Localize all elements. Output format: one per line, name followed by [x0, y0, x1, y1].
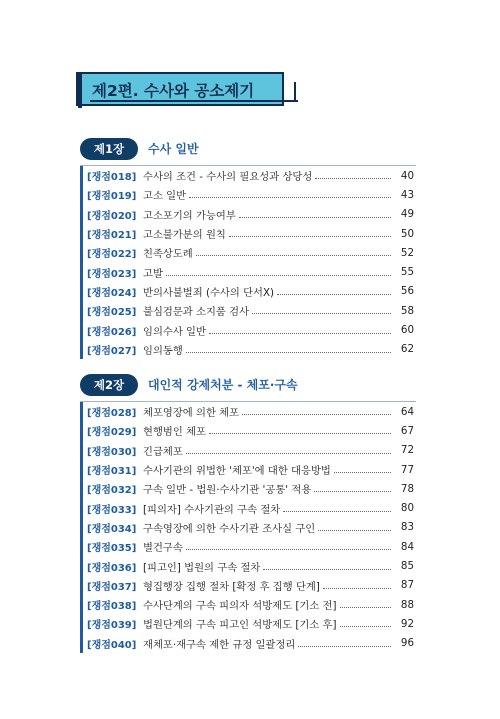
- toc-entry-title: 긴급체포: [143, 445, 183, 458]
- part-underline: [90, 100, 298, 102]
- toc-entry[interactable]: [80, 320, 414, 339]
- toc-entry-title: 법원단계의 구속 피고인 석방제도 [기소 후]: [143, 619, 337, 632]
- toc-page-number: 56: [400, 285, 414, 298]
- toc-page-number: 55: [400, 266, 414, 279]
- toc-entry-title: 고소포기의 가능여부: [143, 209, 236, 222]
- toc-leader-dots: [252, 313, 391, 314]
- chapter-badge: 제2장: [80, 374, 138, 396]
- toc-marker-bar: [80, 576, 83, 595]
- toc-page-number: 67: [400, 424, 414, 437]
- toc-marker-bar: [80, 243, 83, 262]
- part-side-line: [294, 82, 296, 102]
- toc-leader-dots: [334, 472, 391, 473]
- toc-entry-title: 별건구속: [143, 542, 183, 555]
- toc-entry-title: 체포영장에 의한 체포: [143, 407, 240, 420]
- toc-marker-bar: [80, 205, 83, 224]
- toc-marker-bar: [80, 301, 83, 320]
- toc-issue-code: [쟁점018]: [87, 172, 137, 184]
- toc-entry[interactable]: [80, 224, 414, 243]
- toc-marker-bar: [80, 421, 83, 440]
- toc-leader-dots: [186, 453, 391, 454]
- toc-entry-title: 임의동행: [143, 344, 183, 357]
- toc-issue-code: [쟁점034]: [87, 523, 137, 535]
- toc-leader-dots: [196, 255, 391, 256]
- toc-marker-bar: [80, 556, 83, 575]
- toc-entry[interactable]: [80, 614, 414, 633]
- toc-marker-bar: [80, 479, 83, 498]
- toc-page-number: 92: [400, 617, 414, 630]
- toc-issue-code: [쟁점035]: [87, 543, 137, 555]
- toc-page-number: 88: [400, 598, 414, 611]
- toc-leader-dots: [277, 294, 391, 295]
- toc-page-number: 62: [400, 343, 414, 356]
- toc-entry-title: 반의사불벌죄 (수사의 단서X): [143, 286, 275, 299]
- toc-marker-bar: [80, 441, 83, 460]
- toc-leader-dots: [318, 530, 391, 531]
- toc-page-number: 78: [400, 482, 414, 495]
- toc-issue-code: [쟁점036]: [87, 562, 137, 574]
- toc-entry-title: 고소 일반: [143, 190, 187, 203]
- toc-leader-dots: [186, 549, 391, 550]
- toc-entry[interactable]: [80, 340, 414, 359]
- toc-marker-bar: [80, 518, 83, 537]
- toc-page-number: 64: [400, 405, 414, 418]
- toc-entry[interactable]: [80, 262, 414, 281]
- toc-issue-code: [쟁점039]: [87, 620, 137, 632]
- toc-entry[interactable]: [80, 185, 414, 204]
- toc-entry[interactable]: [80, 205, 414, 224]
- toc-issue-code: [쟁점019]: [87, 191, 137, 203]
- toc-entry[interactable]: [80, 301, 414, 320]
- toc-page-number: 85: [400, 560, 414, 573]
- toc-leader-dots: [209, 433, 391, 434]
- toc-leader-dots: [229, 236, 391, 237]
- toc-entry-title: [피고인] 법원의 구속 절차: [143, 561, 261, 574]
- toc-marker-bar: [80, 340, 83, 359]
- toc-entry[interactable]: [80, 498, 414, 517]
- chapter-badge: 제1장: [80, 138, 138, 160]
- toc-leader-dots: [340, 626, 392, 627]
- toc-issue-code: [쟁점033]: [87, 504, 137, 516]
- toc-issue-code: [쟁점040]: [87, 639, 137, 651]
- toc-entry-title: [피의자] 수사기관의 구속 절차: [143, 503, 281, 516]
- part-title: 제2편. 수사와 공소제기: [92, 82, 255, 100]
- toc-page-number: 84: [400, 540, 414, 553]
- toc-page-number: 80: [400, 502, 414, 515]
- chapter-1-toc-list: [80, 166, 414, 359]
- toc-entry-title: 고소불가분의 원칙: [143, 229, 226, 242]
- part-accent-bar: [78, 74, 82, 108]
- toc-entry-title: 불심검문과 소지품 검사: [143, 306, 250, 319]
- toc-leader-dots: [263, 569, 391, 570]
- toc-leader-dots: [315, 178, 391, 179]
- toc-leader-dots: [340, 607, 392, 608]
- toc-entry[interactable]: [80, 537, 414, 556]
- toc-marker-bar: [80, 634, 83, 653]
- toc-issue-code: [쟁점020]: [87, 210, 137, 222]
- toc-marker-bar: [80, 185, 83, 204]
- toc-marker-bar: [80, 262, 83, 281]
- toc-issue-code: [쟁점021]: [87, 230, 137, 242]
- toc-marker-bar: [80, 224, 83, 243]
- toc-page-number: 50: [400, 227, 414, 240]
- toc-page-number: 96: [400, 637, 414, 650]
- toc-entry[interactable]: [80, 595, 414, 614]
- toc-entry[interactable]: [80, 441, 414, 460]
- toc-leader-dots: [189, 197, 391, 198]
- toc-issue-code: [쟁점024]: [87, 287, 137, 299]
- toc-issue-code: [쟁점030]: [87, 446, 137, 458]
- chapter-title: 수사 일반: [148, 142, 199, 156]
- toc-leader-dots: [314, 491, 391, 492]
- toc-leader-dots: [166, 275, 391, 276]
- chapter-title: 대인적 강제처분 - 체포·구속: [148, 378, 298, 392]
- toc-issue-code: [쟁점037]: [87, 581, 137, 593]
- toc-entry[interactable]: [80, 421, 414, 440]
- toc-entry-title: 수사단계의 구속 피의자 석방제도 [기소 전]: [143, 600, 337, 613]
- toc-issue-code: [쟁점025]: [87, 307, 137, 319]
- toc-issue-code: [쟁점022]: [87, 249, 137, 261]
- toc-entry[interactable]: [80, 282, 414, 301]
- toc-page-number: 49: [400, 208, 414, 221]
- toc-leader-dots: [209, 333, 391, 334]
- toc-marker-bar: [80, 402, 83, 421]
- toc-entry-title: 구속 일반 - 법원·수사기관 '공통' 적용: [143, 484, 312, 497]
- toc-marker-bar: [80, 320, 83, 339]
- toc-entry-title: 구속영장에 의한 수사기관 조사실 구인: [143, 522, 316, 535]
- toc-entry[interactable]: [80, 402, 414, 421]
- toc-issue-code: [쟁점027]: [87, 345, 137, 357]
- toc-issue-code: [쟁점029]: [87, 427, 137, 439]
- toc-marker-bar: [80, 614, 83, 633]
- toc-issue-code: [쟁점038]: [87, 601, 137, 613]
- toc-entry-title: 수사기관의 위법한 '체포'에 대한 대응방법: [143, 465, 331, 478]
- toc-entry[interactable]: [80, 556, 414, 575]
- toc-marker-bar: [80, 537, 83, 556]
- toc-entry[interactable]: [80, 243, 414, 262]
- toc-marker-bar: [80, 282, 83, 301]
- toc-entry-title: 친족상도례: [143, 248, 193, 261]
- toc-entry[interactable]: [80, 479, 414, 498]
- toc-entry-title: 임의수사 일반: [143, 325, 206, 338]
- toc-page-number: 83: [400, 521, 414, 534]
- toc-page-number: 52: [400, 246, 414, 259]
- toc-leader-dots: [323, 588, 391, 589]
- toc-issue-code: [쟁점028]: [87, 408, 137, 420]
- toc-page-number: 58: [400, 304, 414, 317]
- toc-page-number: 43: [400, 188, 414, 201]
- toc-marker-bar: [80, 166, 83, 185]
- toc-issue-code: [쟁점023]: [87, 268, 137, 280]
- toc-leader-dots: [186, 352, 391, 353]
- toc-entry[interactable]: [80, 576, 414, 595]
- toc-leader-dots: [283, 511, 391, 512]
- toc-issue-code: [쟁점032]: [87, 485, 137, 497]
- toc-page-number: 87: [400, 579, 414, 592]
- toc-leader-dots: [242, 414, 391, 415]
- toc-entry[interactable]: [80, 634, 414, 653]
- toc-marker-bar: [80, 460, 83, 479]
- toc-marker-bar: [80, 498, 83, 517]
- toc-entry[interactable]: [80, 518, 414, 537]
- toc-entry-title: 현행범인 체포: [143, 426, 206, 439]
- toc-issue-code: [쟁점026]: [87, 326, 137, 338]
- toc-entry-title: 수사의 조건 - 수사의 필요성과 상당성: [143, 171, 313, 184]
- toc-marker-bar: [80, 595, 83, 614]
- toc-entry-title: 고발: [143, 267, 163, 280]
- toc-entry[interactable]: [80, 460, 414, 479]
- toc-issue-code: [쟁점031]: [87, 466, 137, 478]
- toc-leader-dots: [239, 217, 391, 218]
- toc-leader-dots: [298, 646, 391, 647]
- toc-page-number: 72: [400, 444, 414, 457]
- toc-entry-title: 형집행장 집행 절차 [확정 후 집행 단계]: [143, 580, 320, 593]
- toc-page-number: 40: [400, 169, 414, 182]
- toc-page-number: 77: [400, 463, 414, 476]
- toc-entry[interactable]: [80, 166, 414, 185]
- chapter-2-toc-list: [80, 402, 414, 653]
- toc-entry-title: 재체포·재구속 제한 규정 일괄정리: [143, 638, 296, 651]
- toc-page-number: 60: [400, 324, 414, 337]
